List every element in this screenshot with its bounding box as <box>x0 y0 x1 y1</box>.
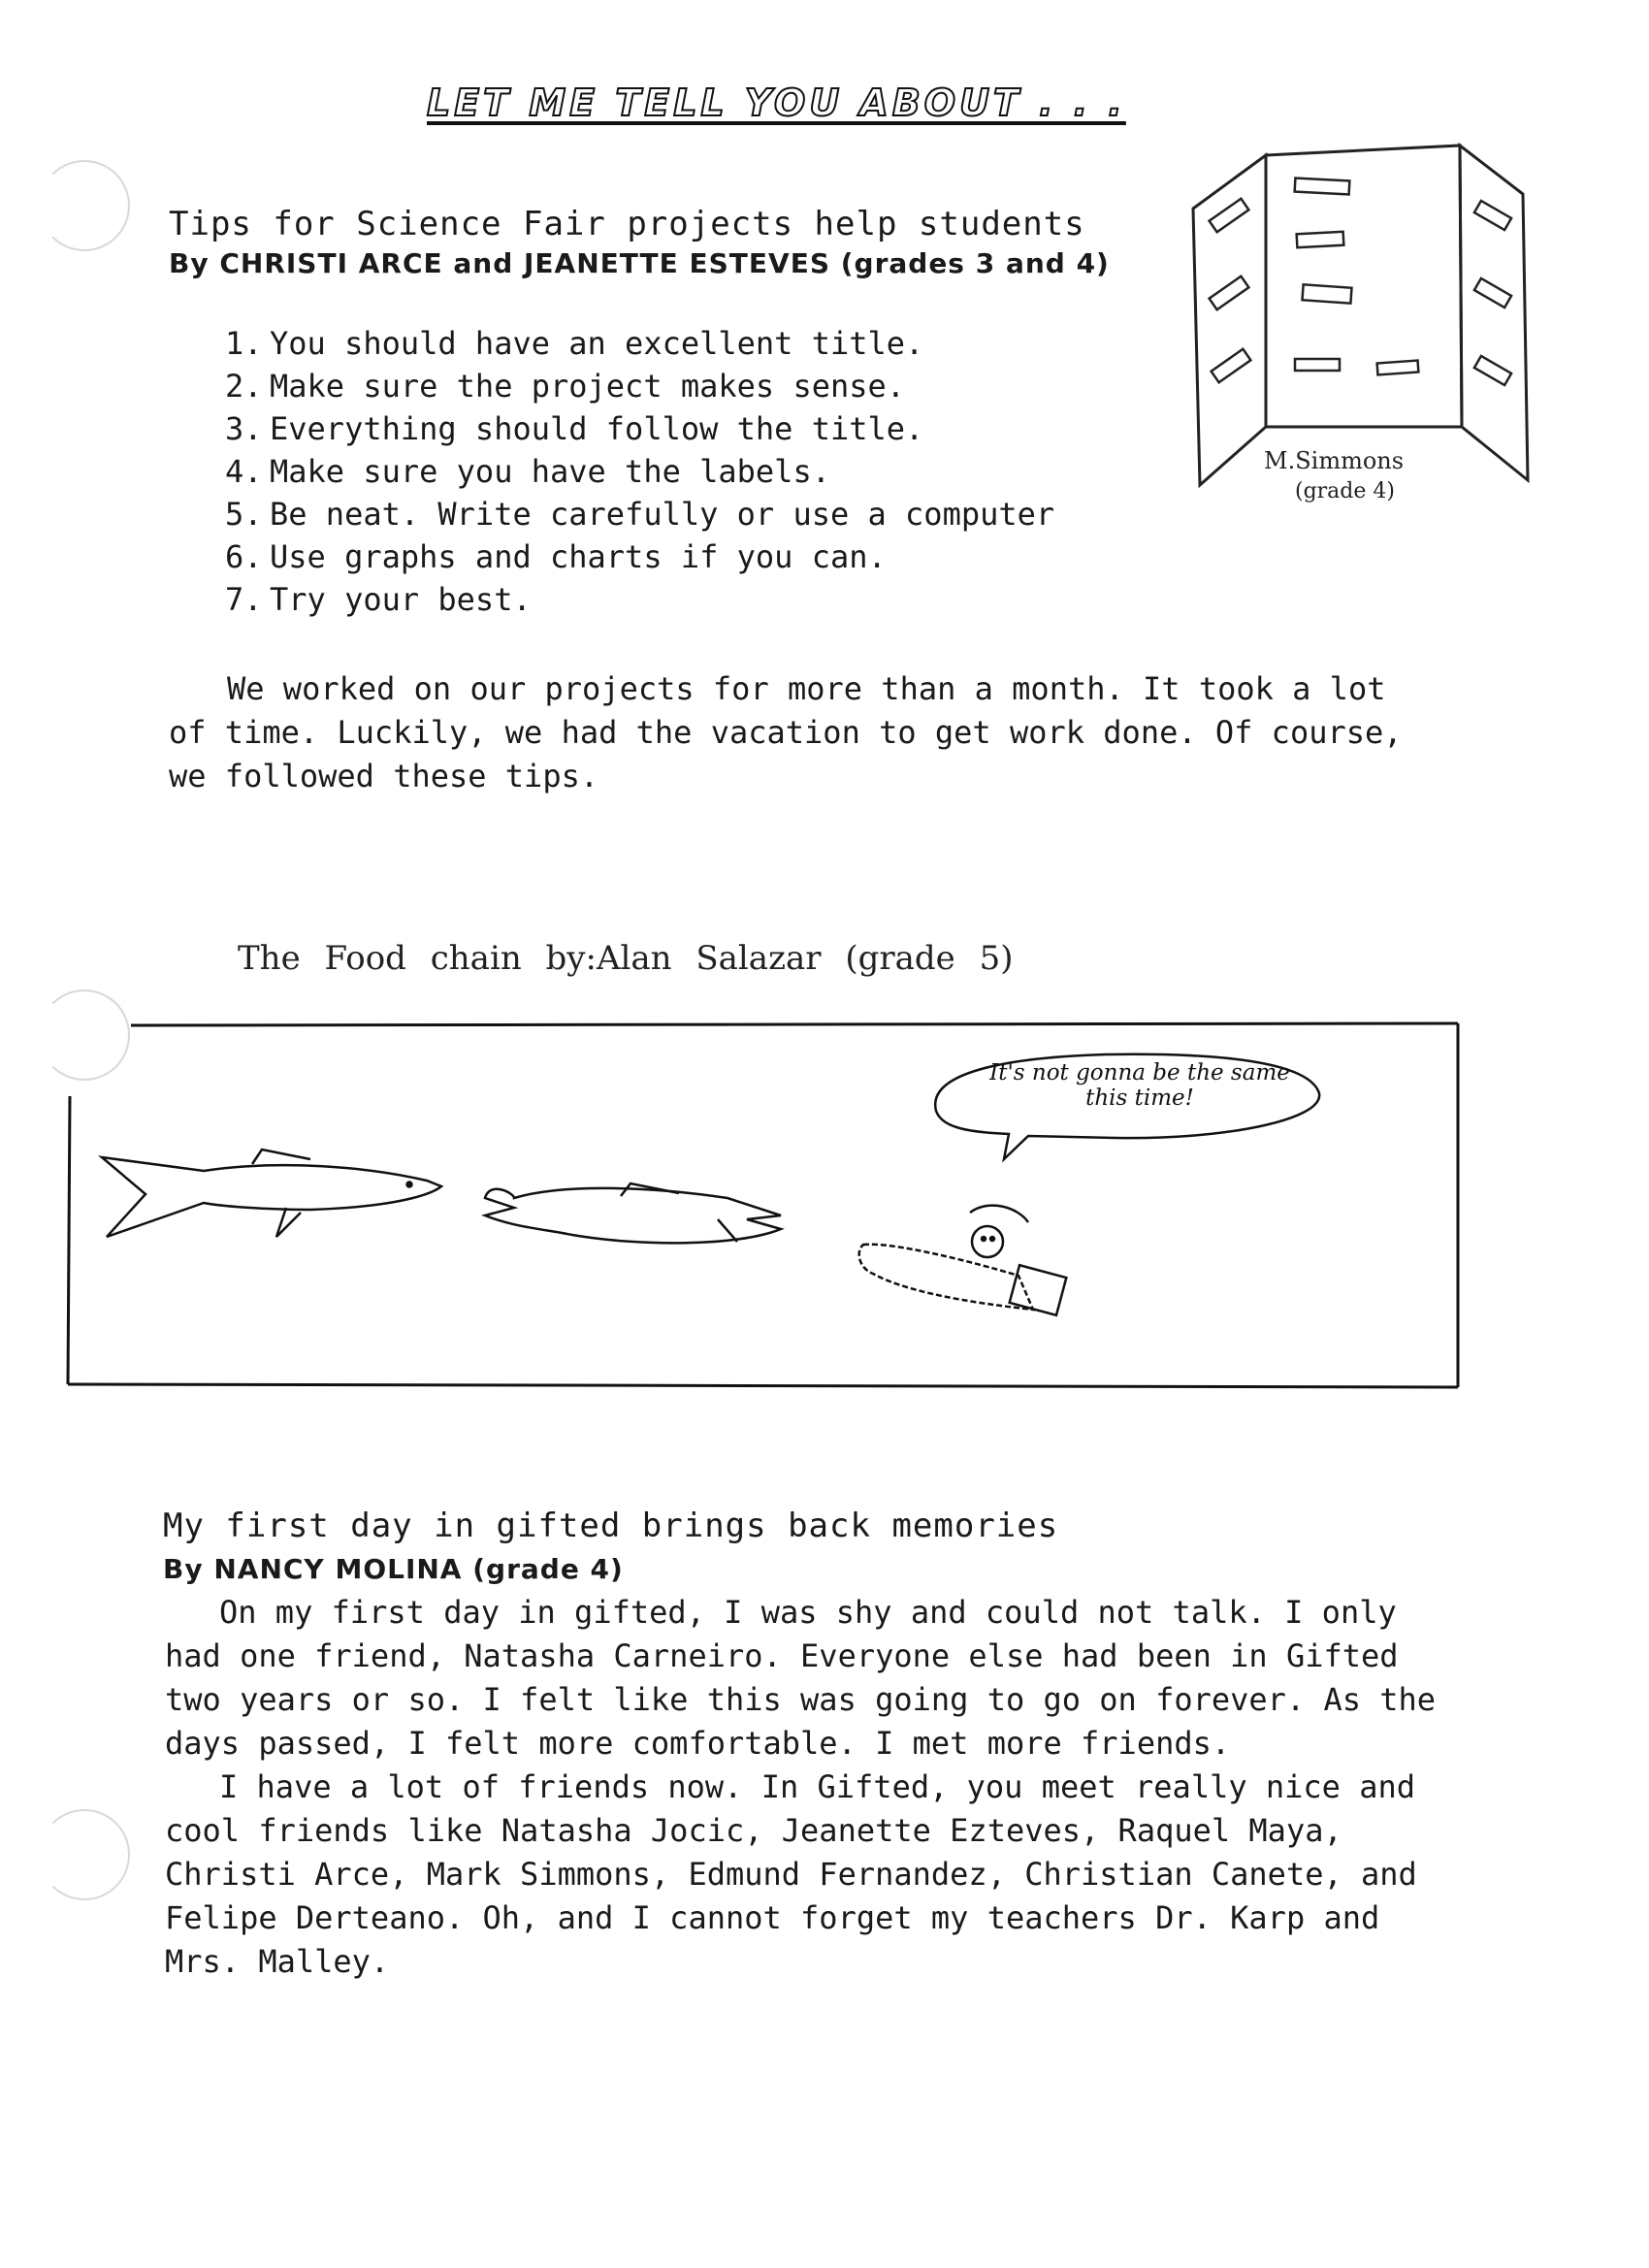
small-fish-drawing <box>485 1183 781 1243</box>
trifold-board-drawing <box>1188 141 1537 509</box>
list-item: 1. You should have an excellent title. <box>225 325 924 362</box>
speech-text: It's not gonna be the same this time! <box>989 1060 1290 1111</box>
drawing-signature-grade: (grade 4) <box>1295 479 1395 503</box>
list-item: 4. Make sure you have the labels. <box>225 453 830 490</box>
binder-hole <box>39 160 130 251</box>
article-body <box>165 1591 1470 1984</box>
drawing-signature-name: M.Simmons <box>1264 447 1405 474</box>
list-item: 2. Make sure the project makes sense. <box>225 368 906 405</box>
comic-caption: The Food chain by:Alan Salazar (grade 5) <box>238 939 1014 978</box>
big-fish-drawing <box>102 1150 441 1237</box>
list-item: 5. Be neat. Write carefully or use a computer <box>225 496 1055 533</box>
body-paragraph: I have a lot of friends now. In Gifted, you meet really nice and cool friends like Natasha Jocic, Jeanette Ezteves, Raquel Maya, Christi Arce, Mark Simmons, Edmund Fernandez, Christian Canete, and Felipe Derteano. Oh, and I cannot forget my teachers Dr. Karp and Mrs. Malley. <box>165 1768 1417 1980</box>
food-chain-comic <box>58 1014 1465 1402</box>
list-item: 7. Try your best. <box>225 581 532 618</box>
page-banner: LET ME TELL YOU ABOUT . . . <box>427 81 1126 124</box>
binder-hole <box>39 1809 130 1900</box>
list-item: 6. Use graphs and charts if you can. <box>225 538 887 575</box>
tips-list <box>225 325 1054 624</box>
article-headline: My first day in gifted brings back memories <box>163 1507 1059 1545</box>
article-byline: By CHRISTI ARCE and JEANETTE ESTEVES (grades 3 and 4) <box>169 247 1110 279</box>
article-byline: By NANCY MOLINA (grade 4) <box>163 1553 624 1585</box>
article-body <box>169 667 1439 798</box>
article-headline: Tips for Science Fair projects help students <box>169 205 1085 243</box>
body-paragraph: On my first day in gifted, I was shy and could not talk. I only had one friend, Natasha Carneiro. Everyone else had been in Gifted two years or so. I felt like this was going to go on forever. As the days passed, I felt more comfortable. I met more friends. <box>165 1594 1437 1762</box>
body-paragraph: We worked on our projects for more than a month. It took a lot of time. Luckily, we had the vacation to get work done. Of course, we followed these tips. <box>169 670 1403 794</box>
chainsaw-drawing <box>859 1206 1067 1315</box>
list-item: 3. Everything should follow the title. <box>225 410 924 447</box>
speech-bubble <box>935 1054 1319 1159</box>
